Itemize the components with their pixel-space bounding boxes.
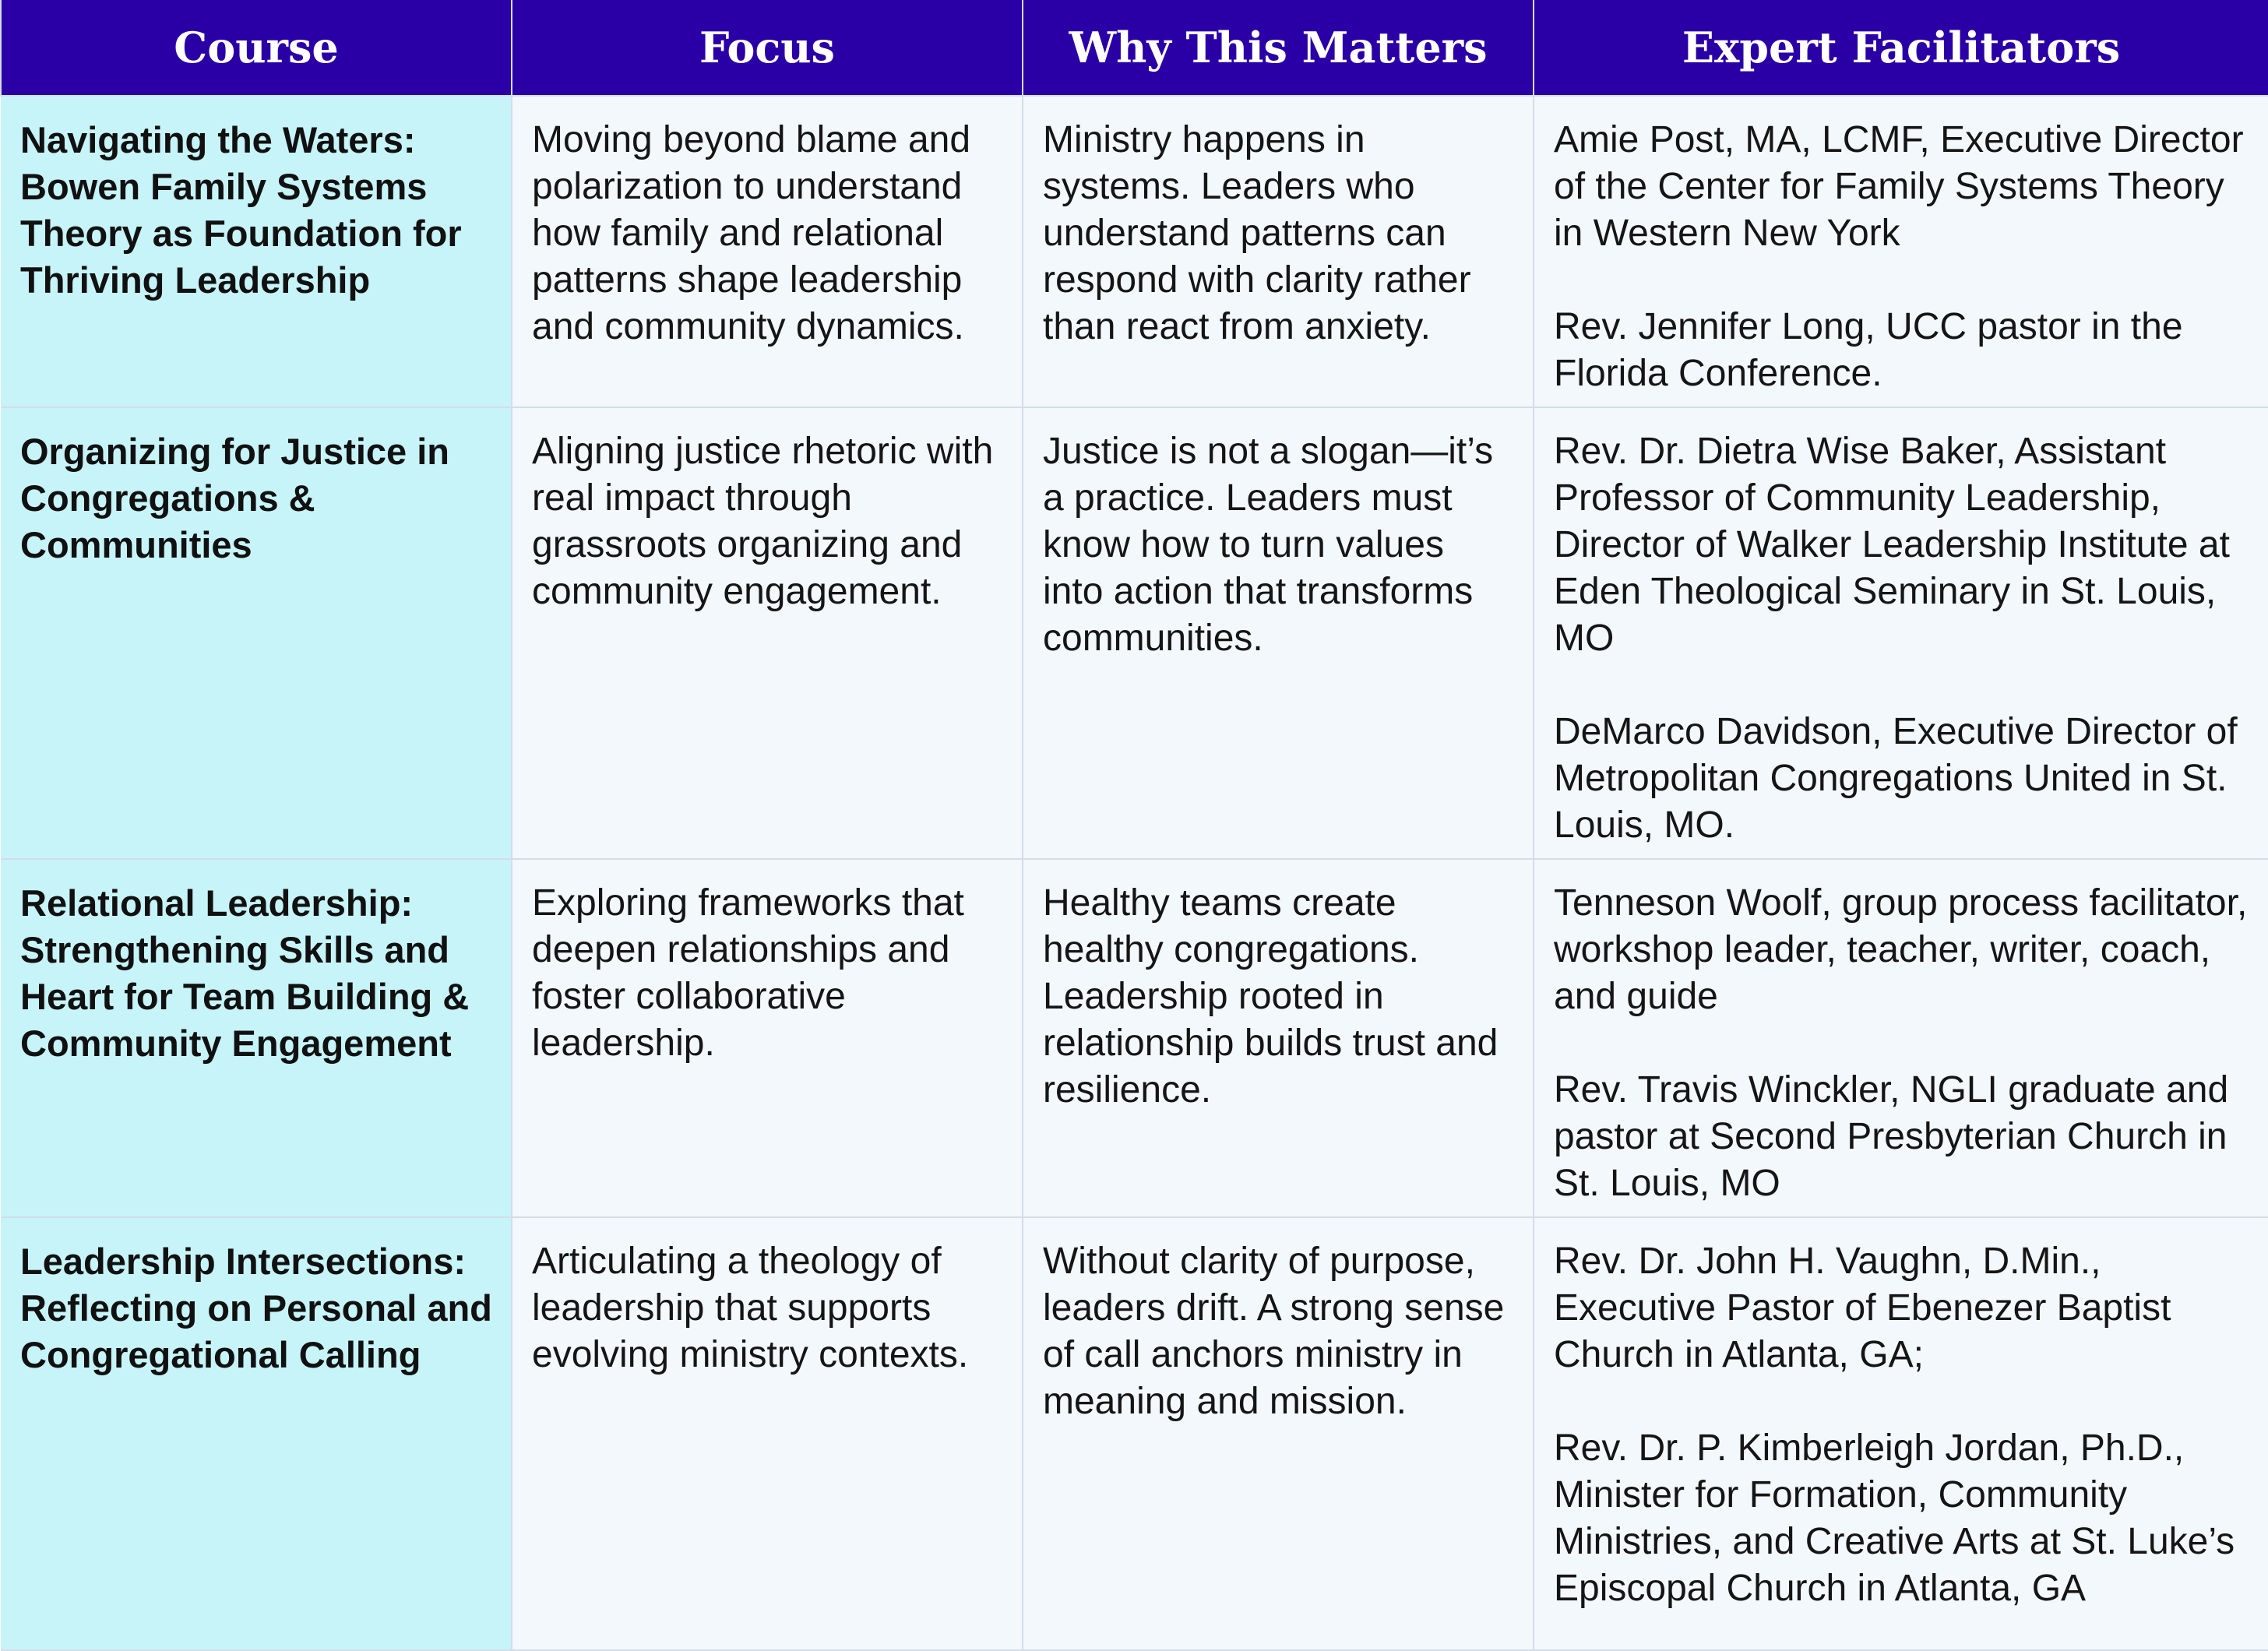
focus-cell: Articulating a theology of leadership that supports evolving ministry contexts.: [512, 1217, 1023, 1650]
facilitator-entry: Rev. Travis Winckler, NGLI graduate and pastor at Second Presbyterian Church in St. Louis, MO: [1554, 1069, 2229, 1204]
facilitator-entry: Tenneson Woolf, group process facilitator, workshop leader, teacher, writer, coach, and guide: [1554, 882, 2248, 1017]
header-why-this-matters: Why This Matters: [1023, 0, 1534, 96]
table-header: [1, 0, 2268, 96]
facilitators-cell: [1534, 1217, 2268, 1650]
table-row: [1, 859, 2268, 1217]
course-cell: Organizing for Justice in Congregations & Communities: [1, 407, 512, 859]
header-focus: Focus: [512, 0, 1023, 96]
facilitator-entry: Rev. Dr. Dietra Wise Baker, Assistant Professor of Community Leadership, Director of Walker Leadership Institute at Eden Theological Seminary in St. Louis, MO: [1554, 431, 2230, 659]
facilitator-entry: Amie Post, MA, LCMF, Executive Director of the Center for Family Systems Theory in Western New York: [1554, 119, 2244, 254]
facilitator-entry: DeMarco Davidson, Executive Director of Metropolitan Congregations United in St. Louis, MO.: [1554, 711, 2238, 846]
facilitators-cell: [1534, 96, 2268, 407]
focus-cell: Moving beyond blame and polarization to understand how family and relational patterns shape leadership and community dynamics.: [512, 96, 1023, 407]
course-cell: Leadership Intersections: Reflecting on Personal and Congregational Calling: [1, 1217, 512, 1650]
header-course: Course: [1, 0, 512, 96]
facilitators-cell: [1534, 407, 2268, 859]
table-row: [1, 1217, 2268, 1650]
facilitator-entry: Rev. Dr. P. Kimberleigh Jordan, Ph.D., Minister for Formation, Community Ministries, and Creative Arts at St. Luke’s Episcopal Church in Atlanta, GA: [1554, 1427, 2235, 1609]
table-row: [1, 407, 2268, 859]
facilitators-cell: [1534, 859, 2268, 1217]
facilitator-entry: Rev. Dr. John H. Vaughn, D.Min., Executive Pastor of Ebenezer Baptist Church in Atlanta, GA;: [1554, 1241, 2171, 1375]
focus-cell: Exploring frameworks that deepen relationships and foster collaborative leadership.: [512, 859, 1023, 1217]
table-body: [1, 96, 2268, 1650]
why-cell: Justice is not a slogan—it’s a practice. Leaders must know how to turn values into action that transforms communities.: [1023, 407, 1534, 859]
facilitator-entry: Rev. Jennifer Long, UCC pastor in the Florida Conference.: [1554, 306, 2183, 394]
why-cell: Healthy teams create healthy congregations. Leadership rooted in relationship builds trust and resilience.: [1023, 859, 1534, 1217]
header-expert-facilitators: Expert Facilitators: [1534, 0, 2268, 96]
focus-cell: Aligning justice rhetoric with real impact through grassroots organizing and community engagement.: [512, 407, 1023, 859]
course-cell: Relational Leadership: Strengthening Skills and Heart for Team Building & Community Engagement: [1, 859, 512, 1217]
table-row: [1, 96, 2268, 407]
course-cell: Navigating the Waters: Bowen Family Systems Theory as Foundation for Thriving Leadership: [1, 96, 512, 407]
header-row: [1, 0, 2268, 96]
why-cell: Without clarity of purpose, leaders drift. A strong sense of call anchors ministry in meaning and mission.: [1023, 1217, 1534, 1650]
why-cell: Ministry happens in systems. Leaders who understand patterns can respond with clarity rather than react from anxiety.: [1023, 96, 1534, 407]
